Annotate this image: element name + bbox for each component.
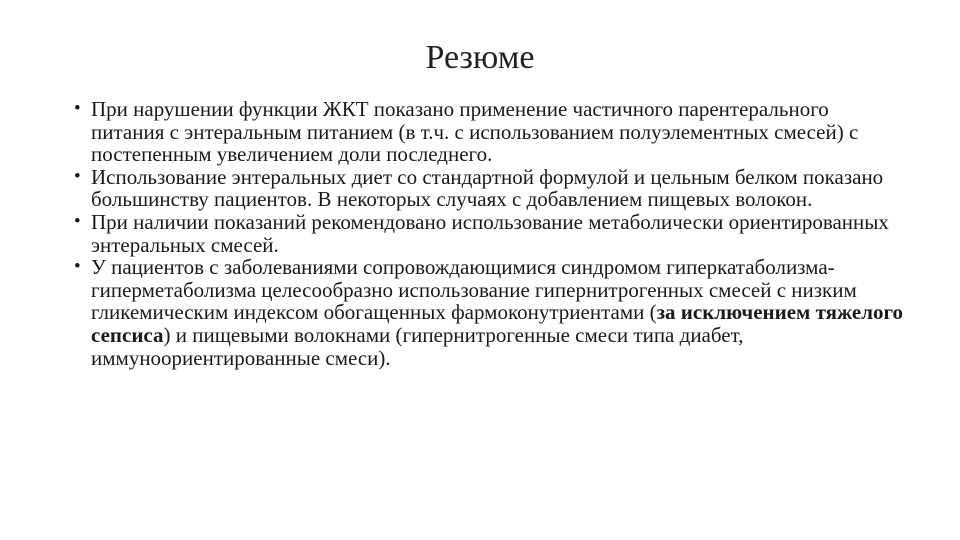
bullet-text: При нарушении функции ЖКТ показано применение частичного парентерального питания с энтеральным питанием (в т.ч. с использованием полуэлементных смесей) с постепенным увеличением доли последнего. [91,97,859,167]
bullet-marker: • [74,98,81,119]
bullet-item-2 [74,166,904,211]
bullet-marker: • [74,165,81,187]
bullet-text-after: ) и пищевыми волокнами (гипернитрогенные смеси типа диабет, иммуноориентированные смеси). [91,322,744,370]
bullet-item-3 [74,211,904,256]
bullet-item-1 [74,98,904,166]
bullet-text: Использование энтеральных диет со стандартной формулой и цельным белком показано большинству пациентов. В некоторых случаях с добавлением пищевых волокон. [91,164,884,212]
bullet-text-emphasis: за исключением тяжелого сепсиса [91,300,904,347]
bullet-text: При наличии показаний рекомендовано использование метаболически ориентированных энтеральных смесей. [91,209,889,257]
bullet-item-4 [74,256,904,369]
bullet-text-before: У пациентов с заболеваниями сопровождающимися синдромом гиперкатаболизма-гиперметаболизма целесообразно использование гипернитрогенных смесей с низким гликемическим индексом обогащенных фармоконутриентами ( [91,255,857,325]
bullet-marker: • [74,256,81,278]
slide-title: Резюме [425,39,535,76]
bullet-marker: • [74,210,81,232]
bullet-list [74,98,904,369]
